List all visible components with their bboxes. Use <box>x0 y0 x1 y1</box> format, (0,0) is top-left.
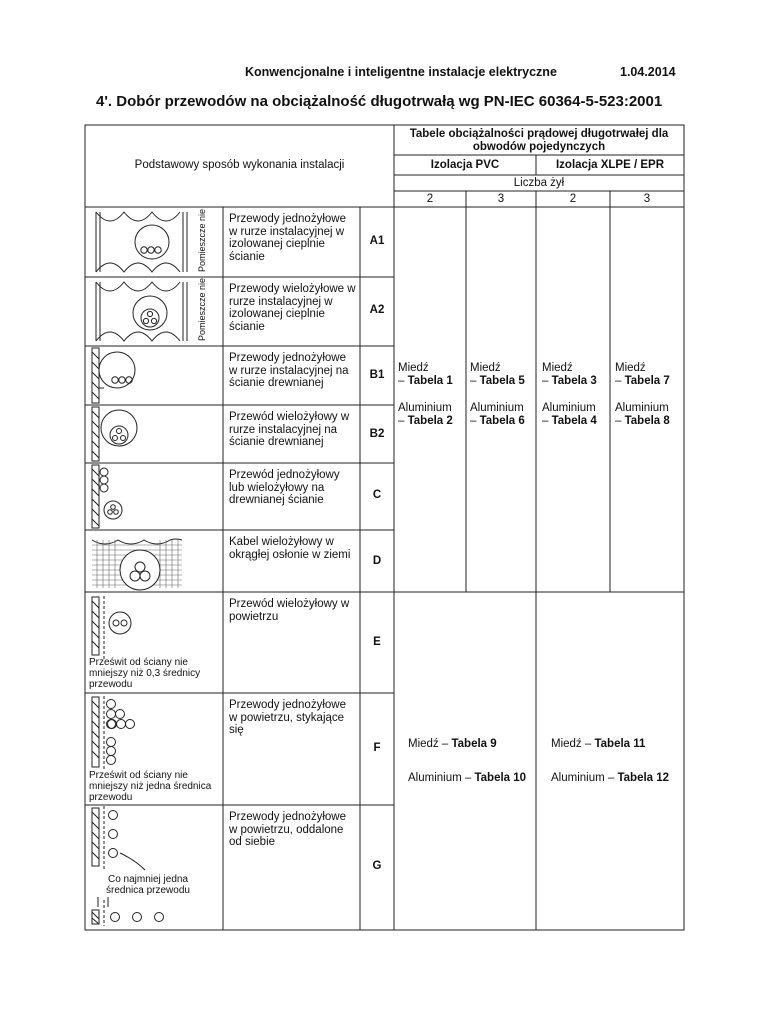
room-label-a2: Pomieszcze nie <box>197 277 207 341</box>
f-illustration <box>92 696 135 770</box>
ref-al-label: Aluminium – <box>408 772 472 784</box>
ref-dash: – <box>615 415 622 427</box>
a1-illustration <box>96 212 187 272</box>
section-title: 4'. Dobór przewodów na obciążalność długotrwałą wg PN-IEC 60364-5-523:2001 <box>96 93 663 110</box>
ref-pvc-3 <box>470 362 534 428</box>
row-code-e: E <box>373 636 381 648</box>
col-header-method: Podstawowy sposób wykonania instalacji <box>134 159 345 171</box>
ref-cu-label: Miedź <box>615 362 646 374</box>
note-g-clearance: Co najmniej jedna średnica przewodu <box>106 874 190 896</box>
installation-illustrations <box>92 212 187 926</box>
ref-lower-xlpe <box>551 738 681 785</box>
row-desc-f: Przewody jednożyłowe w powietrzu, stykające się <box>229 699 346 736</box>
b2-illustration <box>92 407 137 461</box>
row-code-b2: B2 <box>369 428 385 440</box>
a2-illustration <box>96 282 187 341</box>
ref-cu-table: Tabela 7 <box>624 375 670 387</box>
ref-dash: – <box>542 415 549 427</box>
ref-dash: – <box>470 375 477 387</box>
ref-cu-label: Miedź <box>470 362 501 374</box>
row-desc-g: Przewody jednożyłowe w powietrzu, oddalone od siebie <box>229 811 346 848</box>
cores-pvc-3: 3 <box>497 193 505 205</box>
cores-pvc-2: 2 <box>426 193 434 205</box>
ref-xlpe-2 <box>542 362 608 428</box>
row-desc-b2: Przewód wielożyłowy w rurze instalacyjnej na ścianie drewnianej <box>229 411 350 448</box>
ref-cu-table: Tabela 9 <box>451 738 497 750</box>
col-header-cores: Liczba żył <box>513 177 565 189</box>
ref-cu-table: Tabela 3 <box>551 375 597 387</box>
c-illustration <box>92 465 122 528</box>
ref-al-table: Tabela 12 <box>617 772 670 784</box>
ref-al-table: Tabela 2 <box>407 415 453 427</box>
ref-al-label: Aluminium <box>398 402 452 414</box>
ref-cu-table: Tabela 1 <box>407 375 453 387</box>
col-header-pvc: Izolacja PVC <box>430 159 500 171</box>
ref-pvc-2 <box>398 362 464 428</box>
ref-xlpe-3 <box>615 362 681 428</box>
ref-cu-label: Miedź – <box>408 738 449 750</box>
row-desc-d: Kabel wielożyłowy w okrągłej osłonie w ziemi <box>229 536 351 561</box>
row-code-b1: B1 <box>369 369 385 381</box>
ref-dash: – <box>470 415 477 427</box>
col-header-xlpe: Izolacja XLPE / EPR <box>555 159 664 171</box>
row-code-g: G <box>372 860 382 872</box>
ref-lower-pvc <box>408 738 534 785</box>
ref-al-label: Aluminium <box>542 402 596 414</box>
ref-cu-table: Tabela 11 <box>594 738 646 750</box>
row-desc-a1: Przewody jednożyłowe w rurze instalacyjnej w izolowanej cieplnie ścianie <box>229 213 346 263</box>
row-desc-e: Przewód wielożyłowy w powietrzu <box>229 598 350 623</box>
document-header-date: 1.04.2014 <box>620 65 676 79</box>
row-code-a1: A1 <box>369 235 385 247</box>
ref-cu-label: Miedź <box>398 362 429 374</box>
row-code-c: C <box>372 489 382 501</box>
ref-al-label: Aluminium <box>615 402 669 414</box>
g-illustration <box>92 806 164 926</box>
e-illustration <box>92 596 131 660</box>
ref-dash: – <box>542 375 549 387</box>
ref-dash: – <box>398 415 405 427</box>
col-header-tables: Tabele obciążalności prądowej długotrwałej dla obwodów pojedynczych <box>409 128 669 153</box>
note-e-clearance: Prześwit od ściany nie mniejszy niż 0,3 średnicy przewodu <box>89 657 201 690</box>
row-desc-b1: Przewody jednożyłowe w rurze instalacyjnej na ścianie drewnianej <box>229 352 349 389</box>
b1-illustration <box>92 348 135 403</box>
note-f-clearance: Prześwit od ściany nie mniejszy niż jedna średnica przewodu <box>89 770 212 803</box>
room-label-a1: Pomieszcze nie <box>197 208 207 272</box>
ref-al-table: Tabela 4 <box>551 415 597 427</box>
row-code-d: D <box>372 555 382 567</box>
cores-xlpe-3: 3 <box>643 193 651 205</box>
row-desc-c: Przewód jednożyłowy lub wielożyłowy na drewnianej ścianie <box>229 469 340 506</box>
d-illustration <box>92 539 182 590</box>
document-header-title: Konwencjonalne i inteligentne instalacje elektryczne <box>245 65 557 79</box>
ref-cu-label: Miedź <box>542 362 573 374</box>
row-desc-a2: Przewody wielożyłowe w rurze instalacyjnej w izolowanej cieplnie ścianie <box>229 283 356 333</box>
ref-dash: – <box>398 375 405 387</box>
ref-al-label: Aluminium – <box>551 772 615 784</box>
ref-al-label: Aluminium <box>470 402 524 414</box>
ref-al-table: Tabela 8 <box>624 415 670 427</box>
ref-al-table: Tabela 10 <box>474 772 527 784</box>
ref-dash: – <box>615 375 622 387</box>
cores-xlpe-2: 2 <box>569 193 577 205</box>
ref-cu-table: Tabela 5 <box>479 375 525 387</box>
row-code-f: F <box>373 742 381 754</box>
ref-cu-label: Miedź – <box>551 738 592 750</box>
ref-al-table: Tabela 6 <box>479 415 525 427</box>
row-code-a2: A2 <box>369 304 385 316</box>
